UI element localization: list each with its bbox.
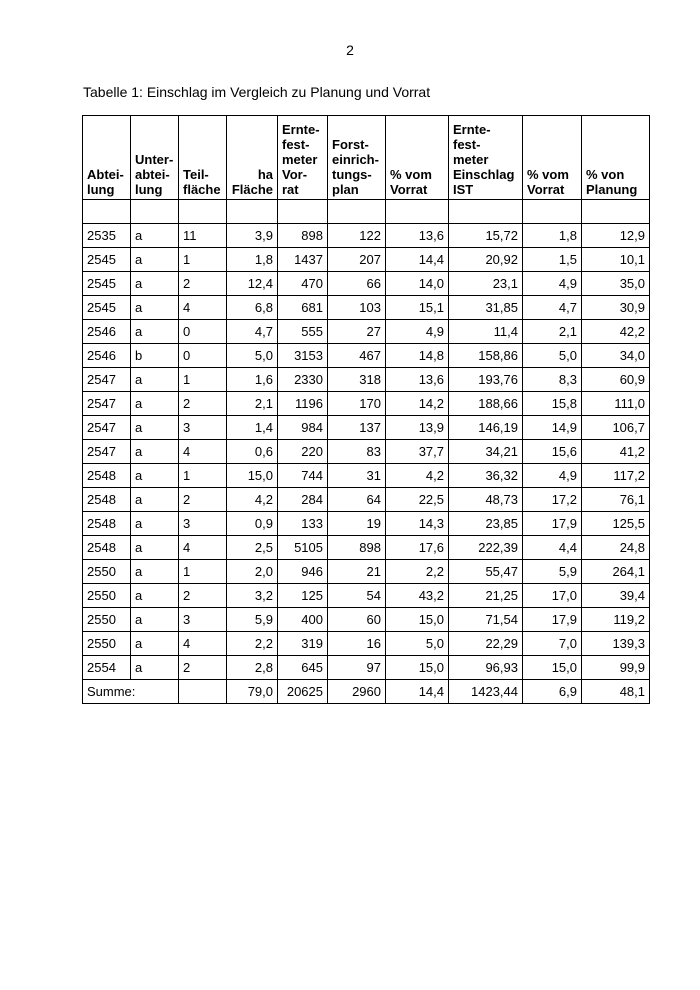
summary-row xyxy=(83,680,650,704)
table-row xyxy=(83,296,650,320)
cell-vorrat: 470 xyxy=(278,272,328,296)
cell-teilflaeche: 2 xyxy=(179,272,227,296)
cell-pct-vom-vorrat-ist: 17,2 xyxy=(523,488,582,512)
cell-abteilung: 2550 xyxy=(83,608,131,632)
table-row xyxy=(83,584,650,608)
cell-einschlag-ist: 96,93 xyxy=(449,656,523,680)
cell-unterabteilung: a xyxy=(131,320,179,344)
header-pct-vom-vorrat-ist: % vom Vorrat xyxy=(523,116,582,200)
cell-vorrat: 645 xyxy=(278,656,328,680)
cell-teilflaeche: 4 xyxy=(179,296,227,320)
cell-abteilung: 2547 xyxy=(83,416,131,440)
table-row xyxy=(83,632,650,656)
cell-teilflaeche: 1 xyxy=(179,368,227,392)
cell-pct-von-planung: 30,9 xyxy=(582,296,650,320)
cell-planung: 60 xyxy=(328,608,386,632)
cell-pct-von-planung: 35,0 xyxy=(582,272,650,296)
table-row xyxy=(83,656,650,680)
cell-abteilung: 2548 xyxy=(83,512,131,536)
cell-unterabteilung: a xyxy=(131,656,179,680)
cell-pct-vom-vorrat: 13,6 xyxy=(386,368,449,392)
table-row xyxy=(83,416,650,440)
cell-pct-vom-vorrat-ist: 4,4 xyxy=(523,536,582,560)
summary-cell-pct-von-planung: 48,1 xyxy=(582,680,650,704)
cell-planung: 66 xyxy=(328,272,386,296)
cell-pct-vom-vorrat-ist: 17,9 xyxy=(523,608,582,632)
cell-vorrat: 984 xyxy=(278,416,328,440)
table-body xyxy=(83,200,650,704)
cell-teilflaeche: 0 xyxy=(179,320,227,344)
cell-vorrat: 220 xyxy=(278,440,328,464)
cell-planung: 898 xyxy=(328,536,386,560)
cell-unterabteilung: a xyxy=(131,296,179,320)
table-caption: Tabelle 1: Einschlag im Vergleich zu Planung und Vorrat xyxy=(83,84,431,100)
cell-ha-flaeche: 5,9 xyxy=(227,608,278,632)
table-row xyxy=(83,272,650,296)
cell-ha-flaeche: 1,6 xyxy=(227,368,278,392)
cell-pct-von-planung: 139,3 xyxy=(582,632,650,656)
header-ha-flaeche: ha Fläche xyxy=(227,116,278,200)
table-row xyxy=(83,536,650,560)
cell-ha-flaeche: 3,9 xyxy=(227,224,278,248)
cell-abteilung: 2550 xyxy=(83,584,131,608)
cell-unterabteilung: a xyxy=(131,416,179,440)
cell-unterabteilung: a xyxy=(131,272,179,296)
cell-ha-flaeche: 2,1 xyxy=(227,392,278,416)
table-row xyxy=(83,464,650,488)
cell-teilflaeche: 3 xyxy=(179,416,227,440)
cell-pct-vom-vorrat-ist: 1,8 xyxy=(523,224,582,248)
cell-ha-flaeche: 4,2 xyxy=(227,488,278,512)
cell-einschlag-ist: 31,85 xyxy=(449,296,523,320)
cell-teilflaeche: 2 xyxy=(179,392,227,416)
cell-einschlag-ist: 55,47 xyxy=(449,560,523,584)
cell-einschlag-ist: 193,76 xyxy=(449,368,523,392)
cell-pct-vom-vorrat-ist: 17,0 xyxy=(523,584,582,608)
cell-ha-flaeche: 0,6 xyxy=(227,440,278,464)
cell-pct-vom-vorrat-ist: 4,9 xyxy=(523,464,582,488)
cell-ha-flaeche: 2,0 xyxy=(227,560,278,584)
cell-pct-vom-vorrat: 4,9 xyxy=(386,320,449,344)
cell-pct-von-planung: 12,9 xyxy=(582,224,650,248)
cell-planung: 122 xyxy=(328,224,386,248)
cell-unterabteilung: a xyxy=(131,632,179,656)
cell-teilflaeche: 1 xyxy=(179,464,227,488)
cell-pct-von-planung: 99,9 xyxy=(582,656,650,680)
cell-planung: 21 xyxy=(328,560,386,584)
cell-planung: 27 xyxy=(328,320,386,344)
cell-teilflaeche: 4 xyxy=(179,536,227,560)
cell-einschlag-ist: 48,73 xyxy=(449,488,523,512)
cell-pct-vom-vorrat: 14,4 xyxy=(386,248,449,272)
cell-einschlag-ist: 36,32 xyxy=(449,464,523,488)
cell-abteilung: 2546 xyxy=(83,320,131,344)
cell-ha-flaeche: 0,9 xyxy=(227,512,278,536)
cell-vorrat: 1437 xyxy=(278,248,328,272)
cell-einschlag-ist: 23,1 xyxy=(449,272,523,296)
summary-cell-einschlag-ist: 1423,44 xyxy=(449,680,523,704)
cell-pct-vom-vorrat-ist: 15,6 xyxy=(523,440,582,464)
cell-pct-vom-vorrat: 17,6 xyxy=(386,536,449,560)
cell-pct-vom-vorrat-ist: 15,8 xyxy=(523,392,582,416)
cell-vorrat: 1196 xyxy=(278,392,328,416)
cell-teilflaeche: 2 xyxy=(179,656,227,680)
cell-ha-flaeche: 1,4 xyxy=(227,416,278,440)
cell-pct-vom-vorrat-ist: 4,7 xyxy=(523,296,582,320)
cell-unterabteilung: a xyxy=(131,440,179,464)
header-teilflaeche: Teil- fläche xyxy=(179,116,227,200)
cell-ha-flaeche: 6,8 xyxy=(227,296,278,320)
summary-cell-ha-flaeche: 79,0 xyxy=(227,680,278,704)
cell-unterabteilung: a xyxy=(131,584,179,608)
cell-planung: 103 xyxy=(328,296,386,320)
cell-pct-vom-vorrat: 15,1 xyxy=(386,296,449,320)
header-pct-vom-vorrat: % vom Vorrat xyxy=(386,116,449,200)
cell-pct-von-planung: 264,1 xyxy=(582,560,650,584)
summary-cell-vorrat: 20625 xyxy=(278,680,328,704)
cell-einschlag-ist: 22,29 xyxy=(449,632,523,656)
cell-pct-vom-vorrat: 5,0 xyxy=(386,632,449,656)
cell-abteilung: 2546 xyxy=(83,344,131,368)
cell-einschlag-ist: 20,92 xyxy=(449,248,523,272)
table-row xyxy=(83,488,650,512)
cell-planung: 31 xyxy=(328,464,386,488)
header-unterabteilung: Unter- abtei- lung xyxy=(131,116,179,200)
blank-row xyxy=(83,200,650,224)
cell-planung: 467 xyxy=(328,344,386,368)
cell-unterabteilung: a xyxy=(131,488,179,512)
cell-teilflaeche: 0 xyxy=(179,344,227,368)
cell-ha-flaeche: 2,5 xyxy=(227,536,278,560)
cell-einschlag-ist: 188,66 xyxy=(449,392,523,416)
cell-teilflaeche: 1 xyxy=(179,560,227,584)
cell-pct-vom-vorrat-ist: 5,9 xyxy=(523,560,582,584)
table-row xyxy=(83,608,650,632)
summary-cell-pct-vom-vorrat-ist: 6,9 xyxy=(523,680,582,704)
cell-pct-vom-vorrat-ist: 15,0 xyxy=(523,656,582,680)
cell-unterabteilung: a xyxy=(131,536,179,560)
cell-pct-vom-vorrat: 43,2 xyxy=(386,584,449,608)
cell-pct-von-planung: 34,0 xyxy=(582,344,650,368)
cell-vorrat: 2330 xyxy=(278,368,328,392)
header-erntefestmeter-vorrat: Ernte- fest- meter Vor- rat xyxy=(278,116,328,200)
cell-unterabteilung: a xyxy=(131,608,179,632)
page-number: 2 xyxy=(346,42,354,58)
cell-unterabteilung: a xyxy=(131,464,179,488)
cell-pct-von-planung: 42,2 xyxy=(582,320,650,344)
cell-abteilung: 2548 xyxy=(83,488,131,512)
cell-vorrat: 681 xyxy=(278,296,328,320)
cell-teilflaeche: 3 xyxy=(179,512,227,536)
cell-pct-vom-vorrat-ist: 17,9 xyxy=(523,512,582,536)
cell-planung: 318 xyxy=(328,368,386,392)
cell-planung: 64 xyxy=(328,488,386,512)
cell-planung: 83 xyxy=(328,440,386,464)
cell-unterabteilung: a xyxy=(131,248,179,272)
cell-pct-von-planung: 76,1 xyxy=(582,488,650,512)
cell-unterabteilung: a xyxy=(131,560,179,584)
header-pct-von-planung: % von Planung xyxy=(582,116,650,200)
cell-pct-vom-vorrat-ist: 7,0 xyxy=(523,632,582,656)
cell-unterabteilung: a xyxy=(131,224,179,248)
cell-unterabteilung: a xyxy=(131,512,179,536)
cell-vorrat: 5105 xyxy=(278,536,328,560)
cell-pct-vom-vorrat-ist: 14,9 xyxy=(523,416,582,440)
cell-planung: 54 xyxy=(328,584,386,608)
cell-pct-von-planung: 119,2 xyxy=(582,608,650,632)
cell-einschlag-ist: 158,86 xyxy=(449,344,523,368)
cell-abteilung: 2545 xyxy=(83,248,131,272)
cell-abteilung: 2550 xyxy=(83,560,131,584)
cell-ha-flaeche: 1,8 xyxy=(227,248,278,272)
table-row xyxy=(83,248,650,272)
cell-teilflaeche: 2 xyxy=(179,488,227,512)
cell-abteilung: 2535 xyxy=(83,224,131,248)
table-row xyxy=(83,392,650,416)
cell-einschlag-ist: 34,21 xyxy=(449,440,523,464)
cell-einschlag-ist: 21,25 xyxy=(449,584,523,608)
cell-pct-von-planung: 125,5 xyxy=(582,512,650,536)
cell-abteilung: 2547 xyxy=(83,440,131,464)
cell-ha-flaeche: 5,0 xyxy=(227,344,278,368)
cell-abteilung: 2547 xyxy=(83,368,131,392)
cell-vorrat: 284 xyxy=(278,488,328,512)
cell-planung: 137 xyxy=(328,416,386,440)
header-einschlag-ist: Ernte- fest- meter Einschlag IST xyxy=(449,116,523,200)
cell-teilflaeche: 11 xyxy=(179,224,227,248)
cell-ha-flaeche: 15,0 xyxy=(227,464,278,488)
cell-ha-flaeche: 12,4 xyxy=(227,272,278,296)
cell-abteilung: 2550 xyxy=(83,632,131,656)
cell-pct-vom-vorrat-ist: 4,9 xyxy=(523,272,582,296)
cell-vorrat: 319 xyxy=(278,632,328,656)
cell-abteilung: 2547 xyxy=(83,392,131,416)
cell-pct-vom-vorrat: 14,8 xyxy=(386,344,449,368)
cell-pct-von-planung: 24,8 xyxy=(582,536,650,560)
cell-vorrat: 3153 xyxy=(278,344,328,368)
cell-vorrat: 898 xyxy=(278,224,328,248)
cell-pct-vom-vorrat-ist: 1,5 xyxy=(523,248,582,272)
cell-pct-vom-vorrat: 37,7 xyxy=(386,440,449,464)
cell-teilflaeche: 3 xyxy=(179,608,227,632)
cell-ha-flaeche: 3,2 xyxy=(227,584,278,608)
cell-pct-vom-vorrat-ist: 5,0 xyxy=(523,344,582,368)
cell-planung: 16 xyxy=(328,632,386,656)
cell-abteilung: 2548 xyxy=(83,536,131,560)
cell-pct-von-planung: 111,0 xyxy=(582,392,650,416)
cell-einschlag-ist: 146,19 xyxy=(449,416,523,440)
table-row xyxy=(83,224,650,248)
cell-pct-von-planung: 60,9 xyxy=(582,368,650,392)
cell-teilflaeche: 2 xyxy=(179,584,227,608)
cell-pct-vom-vorrat: 15,0 xyxy=(386,608,449,632)
header-row xyxy=(83,116,650,200)
cell-einschlag-ist: 11,4 xyxy=(449,320,523,344)
cell-pct-vom-vorrat: 2,2 xyxy=(386,560,449,584)
cell-teilflaeche: 4 xyxy=(179,632,227,656)
cell-unterabteilung: a xyxy=(131,392,179,416)
cell-pct-vom-vorrat-ist: 2,1 xyxy=(523,320,582,344)
summary-cell-pct-vom-vorrat: 14,4 xyxy=(386,680,449,704)
cell-pct-vom-vorrat: 13,6 xyxy=(386,224,449,248)
cell-pct-von-planung: 10,1 xyxy=(582,248,650,272)
cell-pct-vom-vorrat: 14,0 xyxy=(386,272,449,296)
cell-abteilung: 2545 xyxy=(83,272,131,296)
cell-einschlag-ist: 23,85 xyxy=(449,512,523,536)
cell-planung: 207 xyxy=(328,248,386,272)
cell-abteilung: 2548 xyxy=(83,464,131,488)
cell-einschlag-ist: 222,39 xyxy=(449,536,523,560)
summary-label: Summe: xyxy=(83,680,179,704)
cell-pct-vom-vorrat: 14,3 xyxy=(386,512,449,536)
table-row xyxy=(83,320,650,344)
cell-pct-vom-vorrat: 14,2 xyxy=(386,392,449,416)
cell-vorrat: 125 xyxy=(278,584,328,608)
cell-pct-von-planung: 39,4 xyxy=(582,584,650,608)
cell-vorrat: 946 xyxy=(278,560,328,584)
cell-vorrat: 400 xyxy=(278,608,328,632)
cell-pct-vom-vorrat: 13,9 xyxy=(386,416,449,440)
table-row xyxy=(83,440,650,464)
cell-ha-flaeche: 2,2 xyxy=(227,632,278,656)
table-row xyxy=(83,344,650,368)
cell-abteilung: 2545 xyxy=(83,296,131,320)
cell-vorrat: 133 xyxy=(278,512,328,536)
cell-pct-von-planung: 117,2 xyxy=(582,464,650,488)
cell-pct-von-planung: 106,7 xyxy=(582,416,650,440)
cell-planung: 170 xyxy=(328,392,386,416)
cell-abteilung: 2554 xyxy=(83,656,131,680)
table-row xyxy=(83,368,650,392)
table-row xyxy=(83,512,650,536)
cell-pct-vom-vorrat: 15,0 xyxy=(386,656,449,680)
cell-pct-vom-vorrat: 4,2 xyxy=(386,464,449,488)
cell-unterabteilung: b xyxy=(131,344,179,368)
cell-ha-flaeche: 2,8 xyxy=(227,656,278,680)
cell-planung: 19 xyxy=(328,512,386,536)
cell-pct-vom-vorrat: 22,5 xyxy=(386,488,449,512)
cell-teilflaeche: 1 xyxy=(179,248,227,272)
cell-planung: 97 xyxy=(328,656,386,680)
cell-pct-von-planung: 41,2 xyxy=(582,440,650,464)
cell-vorrat: 555 xyxy=(278,320,328,344)
cell-teilflaeche: 4 xyxy=(179,440,227,464)
cell-ha-flaeche: 4,7 xyxy=(227,320,278,344)
summary-empty-cell xyxy=(179,680,227,704)
cell-einschlag-ist: 71,54 xyxy=(449,608,523,632)
table-row xyxy=(83,560,650,584)
harvest-table xyxy=(82,115,650,704)
summary-cell-planung: 2960 xyxy=(328,680,386,704)
cell-vorrat: 744 xyxy=(278,464,328,488)
cell-unterabteilung: a xyxy=(131,368,179,392)
header-forsteinrichtungsplan: Forst- einrich- tungs- plan xyxy=(328,116,386,200)
header-abteilung: Abtei- lung xyxy=(83,116,131,200)
cell-einschlag-ist: 15,72 xyxy=(449,224,523,248)
cell-pct-vom-vorrat-ist: 8,3 xyxy=(523,368,582,392)
